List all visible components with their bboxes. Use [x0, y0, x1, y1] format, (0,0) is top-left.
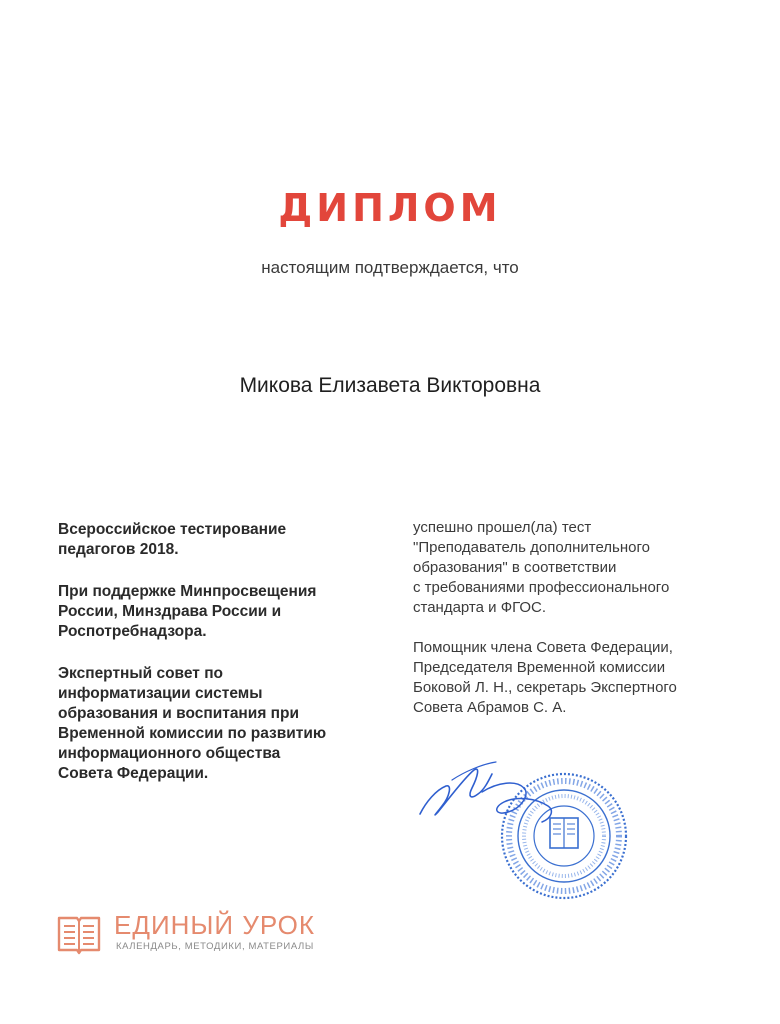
logo-name: ЕДИНЫЙ УРОК	[114, 910, 315, 940]
text-line: При поддержке Минпросвещения	[58, 583, 317, 600]
text-line: успешно прошел(ла) тест	[413, 519, 592, 536]
handwritten-signature	[412, 752, 562, 832]
text-line: Роспотребнадзора.	[58, 623, 207, 640]
text-line: информационного общества	[58, 745, 281, 762]
test-result-paragraph	[413, 518, 758, 618]
text-line: информатизации системы	[58, 685, 263, 702]
text-line: Председателя Временной комиссии	[413, 659, 666, 676]
book-icon	[56, 912, 102, 956]
edinyi-urok-logo	[56, 910, 376, 960]
text-line: с требованиями профессионального	[413, 579, 670, 596]
text-line: Совета Абрамов С. А.	[413, 699, 567, 716]
text-line: Помощник члена Совета Федерации,	[413, 639, 673, 656]
right-column	[413, 518, 758, 738]
signatory-paragraph	[413, 638, 758, 718]
organizer-paragraph	[58, 520, 388, 560]
text-line: Всероссийское тестирование	[58, 521, 287, 538]
text-line: Боковой Л. Н., секретарь Экспертного	[413, 679, 677, 696]
diploma-subtitle: настоящим подтверждается, что	[261, 258, 519, 277]
diploma-title: ДИПЛОМ	[278, 186, 502, 230]
text-line: Совета Федерации.	[58, 765, 209, 782]
left-column	[58, 520, 388, 806]
text-line: стандарта и ФГОС.	[413, 599, 547, 616]
text-line: педагогов 2018.	[58, 541, 179, 558]
text-line: Временной комиссии по развитию	[58, 725, 327, 742]
text-line: образования и воспитания при	[58, 705, 300, 722]
text-line: образования" в соответствии	[413, 559, 617, 576]
text-line: "Преподаватель дополнительного	[413, 539, 650, 556]
support-paragraph	[58, 582, 388, 642]
text-line: Экспертный совет по	[58, 665, 224, 682]
recipient-name: Микова Елизавета Викторовна	[239, 374, 541, 397]
text-line: России, Минздрава России и	[58, 603, 282, 620]
logo-tagline: КАЛЕНДАРЬ, МЕТОДИКИ, МАТЕРИАЛЫ	[116, 941, 314, 952]
council-paragraph	[58, 664, 388, 784]
